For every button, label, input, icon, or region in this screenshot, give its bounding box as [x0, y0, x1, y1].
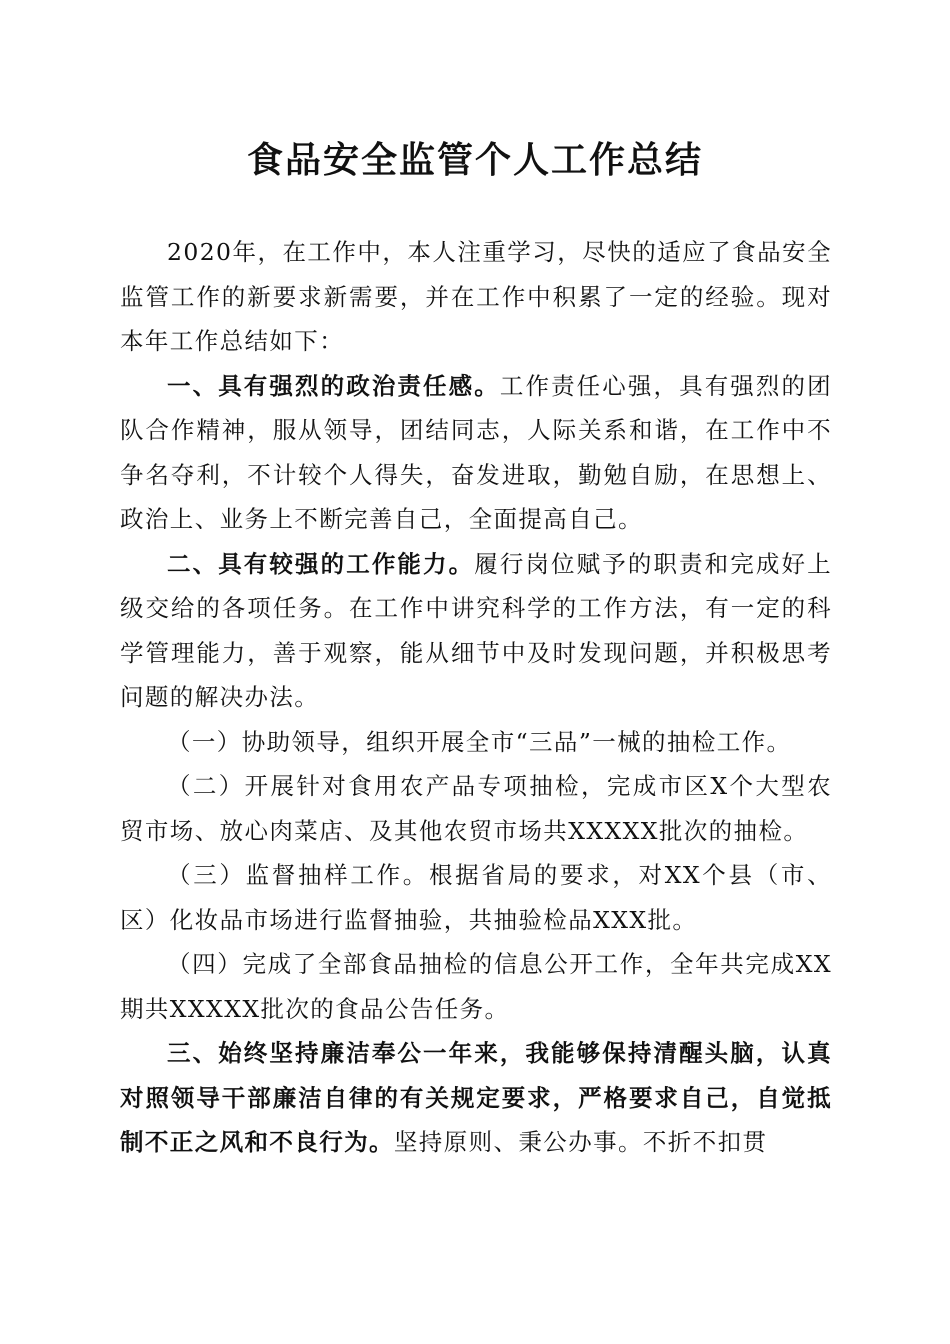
section-1-body: 工作责任心强，具有强烈的团队合作精神，服从领导，团结同志，人际关系和谐，在工作中不争名夺利，不计较个人得失，奋发进取，勤勉自励，在思想上、政治上、业务上不断完善自己，全面提高自己。 — [120, 371, 833, 533]
item-2-paragraph: （二）开展针对食用农产品专项抽检，完成市区X个大型农贸市场、放心肉菜店、及其他农贸市场共XXXXX批次的抽检。 — [120, 772, 832, 845]
document-title: 食品安全监管个人工作总结 — [246, 139, 703, 181]
section-1-paragraph — [120, 364, 832, 542]
document-body — [120, 230, 832, 1165]
item-1-paragraph: （一）协助领导，组织开展全市“三品”一械的抽检工作。 — [167, 727, 792, 756]
item-3-paragraph: （三）监督抽样工作。根据省局的要求，对XX个县（市、区）化妆品市场进行监督抽验，共抽验检品XXX批。 — [120, 861, 832, 934]
section-2-heading: 二、具有较强的工作能力。 — [167, 549, 475, 578]
section-3-heading: 三、始终坚持廉洁奉公一年来，我能够保持清醒头脑，认真对照领导干部廉洁自律的有关规定要求，严格要求自己，自觉抵制不正之风和不良行为。 — [120, 1039, 832, 1156]
section-3-body: 坚持原则、秉公办事。不折不扣贯 — [393, 1128, 768, 1156]
section-2-paragraph — [120, 542, 832, 720]
section-1-heading: 一、具有强烈的政治责任感。 — [167, 371, 500, 400]
intro-paragraph: 2020年，在工作中，本人注重学习，尽快的适应了食品安全监管工作的新要求新需要，并在工作中积累了一定的经验。现对本年工作总结如下： — [120, 238, 832, 355]
section-2-body: 履行岗位赋予的职责和完成好上级交给的各项任务。在工作中讲究科学的工作方法，有一定的科学管理能力，善于观察，能从细节中及时发现问题，并积极思考问题的解决办法。 — [120, 549, 832, 711]
item-4-paragraph: （四）完成了全部食品抽检的信息公开工作，全年共完成XX期共XXXXX批次的食品公告任务。 — [120, 950, 832, 1023]
section-3-paragraph — [120, 1031, 832, 1165]
